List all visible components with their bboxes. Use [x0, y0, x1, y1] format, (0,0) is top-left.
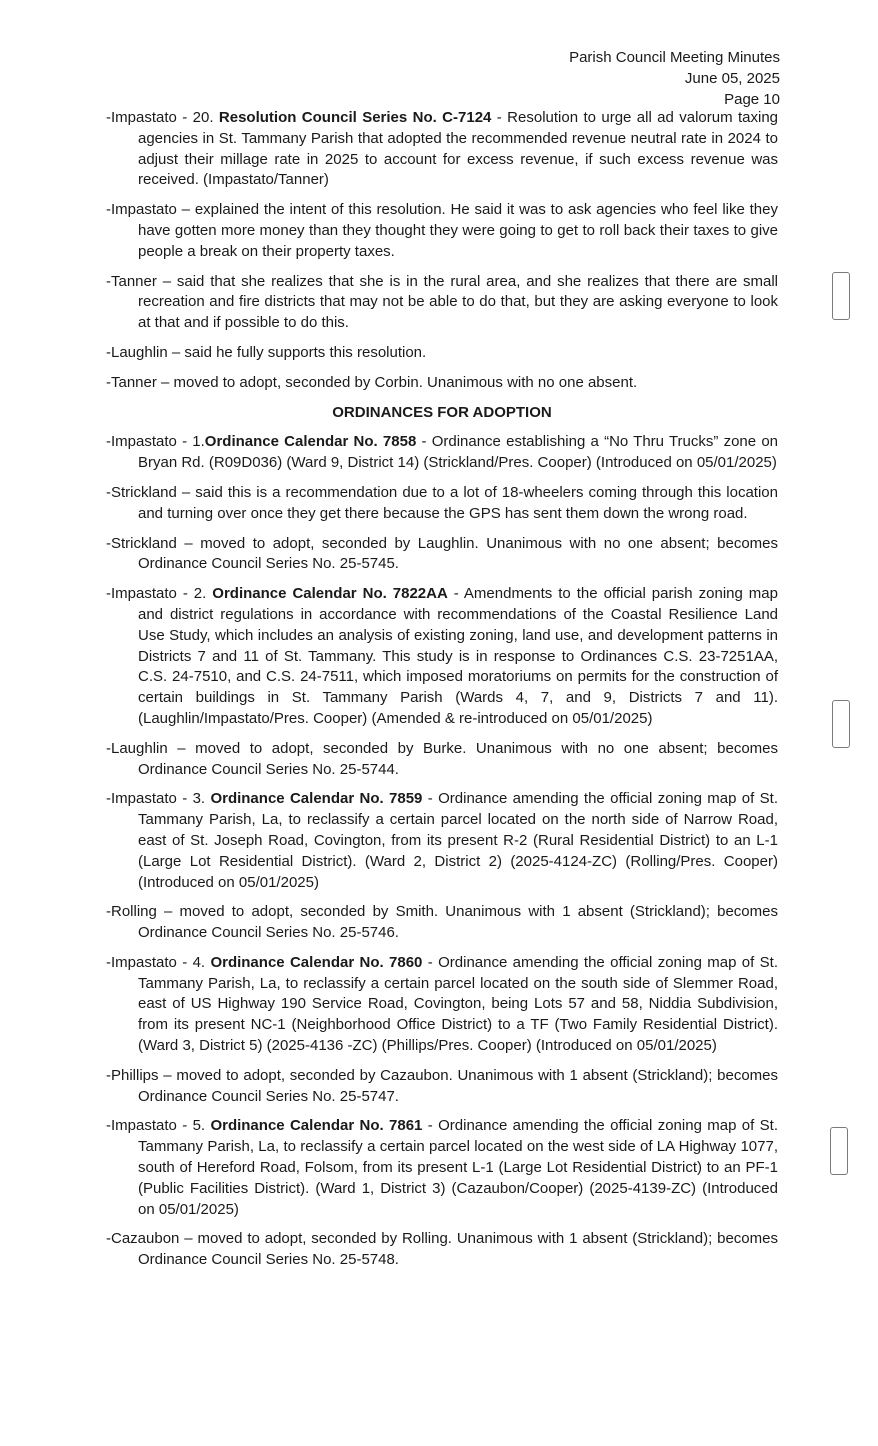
document-title: Parish Council Meeting Minutes [569, 49, 780, 66]
item-description: - Amendments to the official parish zoning map and district regulations in accordance with recommendations of the Coastal Resilience Land Use Study, which includes an analysis of existing zoning, land use, and development patterns in Districts 7 and 11 of St. Tammany. This study is in response to Ordinances C.S. 23-7251AA, C.S. 24-7510, and C.S. 24-7511, which imposed moratoriums on permits for the construction of certain buildings in St. Tammany Parish (Wards 4, 7, and 9, Districts 7 and 11). (Laughlin/Impastato/Pres. Cooper) (Amended & re-introduced on 05/01/2025) [138, 585, 778, 727]
item-reference: Ordinance Calendar No. 7861 [210, 1117, 423, 1135]
agenda-item-ordinance-7861 [106, 1116, 778, 1220]
speaker: -Impastato - 2. [106, 585, 213, 603]
minutes-entry: -Tanner – moved to adopt, seconded by Corbin. Unanimous with no one absent. [106, 373, 638, 391]
item-reference: Ordinance Calendar No. 7860 [210, 953, 423, 971]
item-description: - Ordinance amending the official zoning map of St. Tammany Parish, La, to reclassify a certain parcel located on the south side of Slemmer Road, east of US Highway 190 Service Road, Covington, being Lots 57 and 58, Niddia Subdivision, from its present NC-1 (Neighborhood Office District) to a TF (Two Family Residential District). (Ward 3, District 5) (2025-4136 -ZC) (Phillips/Pres. Cooper) (Introduced on 05/01/2025) [138, 953, 778, 1055]
agenda-item-ordinance-7860 [106, 953, 778, 1057]
speaker: -Impastato - 4. [106, 953, 211, 971]
minutes-entry: -Cazaubon – moved to adopt, seconded by Rolling. Unanimous with 1 absent (Strickland); becomes Ordinance Council Series No. 25-5748. [106, 1230, 778, 1269]
speaker: -Impastato - 5. [106, 1117, 211, 1135]
item-description: - Ordinance amending the official zoning map of St. Tammany Parish, La, to reclassify a certain parcel located on the north side of Narrow Road, east of St. Joseph Road, Covington, from its present R-2 (Rural Residential District) to an L-1 (Large Lot Residential District). (Ward 2, District 2) (2025-4124-ZC) (Rolling/Pres. Cooper) (Introduced on 05/01/2025) [138, 790, 778, 891]
minutes-entry: -Laughlin – moved to adopt, seconded by Burke. Unanimous with no one absent; becomes Ordinance Council Series No. 25-5744. [106, 739, 778, 778]
minutes-entry: -Rolling – moved to adopt, seconded by Smith. Unanimous with 1 absent (Strickland); becomes Ordinance Council Series No. 25-5746. [106, 903, 778, 942]
minutes-entry: -Strickland – said this is a recommendation due to a lot of 18-wheelers coming through this location and turning over once they get there because the GPS has sent them down the wrong road. [106, 483, 778, 522]
agenda-item-ordinance-7858 [106, 432, 778, 474]
meeting-date: June 05, 2025 [684, 70, 780, 87]
minutes-entry: -Laughlin – said he fully supports this resolution. [106, 343, 427, 361]
item-reference: Resolution Council Series No. C-7124 [218, 109, 492, 126]
item-reference: Ordinance Calendar No. 7858 [204, 433, 417, 451]
page-number: Page 10 [724, 91, 780, 108]
item-reference: Ordinance Calendar No. 7859 [210, 790, 423, 808]
minutes-entry: -Tanner – said that she realizes that she is in the rural area, and she realizes that there are small recreation and fire districts that may not be able to do that, but they are asking everyone to look at that and if possible to do this. [106, 272, 778, 332]
binder-hole-mark [832, 272, 850, 320]
minutes-entry: -Phillips – moved to adopt, seconded by Cazaubon. Unanimous with 1 absent (Strickland); becomes Ordinance Council Series No. 25-5747. [106, 1066, 778, 1105]
speaker: -Impastato - 20. [106, 109, 219, 126]
agenda-item-ordinance-7859 [106, 789, 778, 893]
item-description: - Ordinance establishing a “No Thru Trucks” zone on Bryan Rd. (R09D036) (Ward 9, District 14) (Strickland/Pres. Cooper) (Introduced on 05/01/2025) [138, 433, 778, 472]
speaker: -Impastato - 1. [106, 433, 205, 451]
binder-hole-mark [830, 1127, 848, 1175]
item-description: - Resolution to urge all ad valorum taxing agencies in St. Tammany Parish that adopted the recommended revenue neutral rate in 2024 to adjust their millage rate in 2025 to account for excess revenue, if such excess revenue was received. (Impastato/Tanner) [138, 109, 779, 189]
minutes-entry: -Impastato – explained the intent of this resolution. He said it was to ask agencies who feel like they have gotten more money than they thought they were going to get to roll back their taxes to give people a break on their property taxes. [106, 201, 778, 260]
page-header [480, 47, 780, 110]
item-reference: Ordinance Calendar No. 7822AA [212, 585, 448, 603]
section-heading: ORDINANCES FOR ADOPTION [332, 403, 552, 421]
speaker: -Impastato - 3. [106, 790, 211, 808]
minutes-body [106, 108, 778, 1280]
item-description: - Ordinance amending the official zoning map of St. Tammany Parish, La, to reclassify a certain parcel located on the west side of LA Highway 1077, south of Hereford Road, Folsom, from its present L-1 (Large Lot Residential District) to an PF-1 (Public Facilities District). (Ward 1, District 3) (Cazaubon/Cooper) (2025-4139-ZC) (Introduced on 05/01/2025) [138, 1117, 778, 1218]
binder-hole-mark [832, 700, 850, 748]
minutes-entry: -Strickland – moved to adopt, seconded by Laughlin. Unanimous with no one absent; becomes Ordinance Council Series No. 25-5745. [106, 534, 778, 573]
agenda-item-ordinance-7822aa [106, 584, 778, 730]
agenda-item-resolution-c7124 [106, 108, 778, 191]
